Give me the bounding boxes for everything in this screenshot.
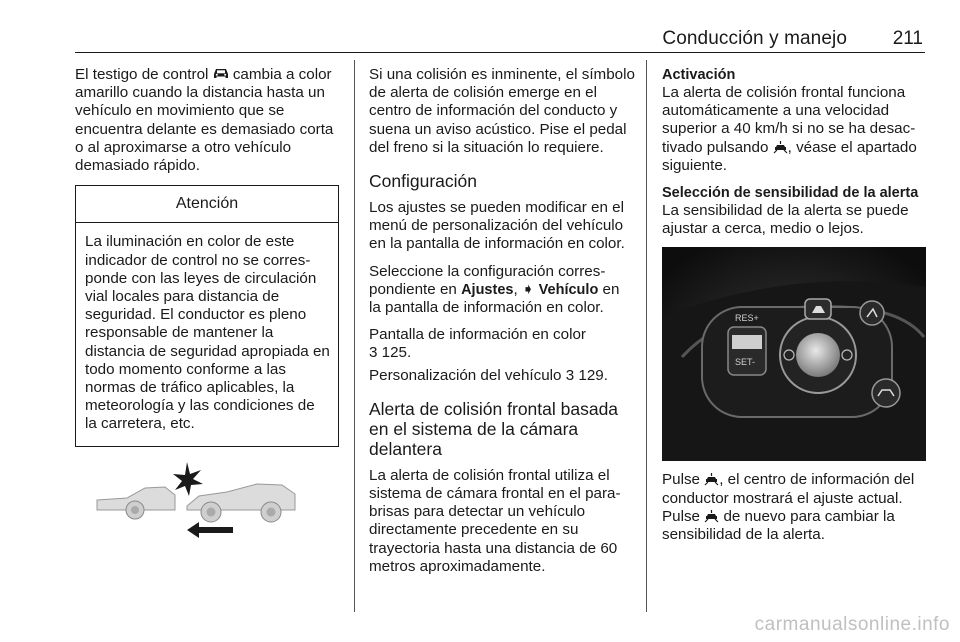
column-divider bbox=[354, 60, 355, 612]
set-label: SET- bbox=[735, 357, 756, 368]
chapter-title: Conducción y manejo bbox=[662, 28, 847, 49]
arrow-icon: ➧ bbox=[521, 280, 535, 298]
warning-title: Atención bbox=[76, 186, 338, 223]
info-display-reference: Pantalla de información en color 3 125. bbox=[369, 326, 586, 362]
camera-paragraph: La alerta de colisión frontal utiliza el sistema de cámara frontal en el para-brisas para detectar un vehículo directamente precedente en su trayectoria hasta una distancia de 60 metros aproximadamente. bbox=[369, 466, 621, 575]
car-front-icon bbox=[213, 68, 229, 80]
personalization-reference: Personalización del vehículo 3 129. bbox=[369, 366, 608, 384]
distance-car-icon bbox=[773, 141, 788, 154]
column-2 bbox=[369, 66, 635, 585]
steering-wheel-controls-photo bbox=[662, 247, 926, 461]
distance-car-icon bbox=[704, 510, 719, 523]
pulse-paragraph: Pulse , el centro de información del conductor mostrará el ajuste actual. Pulse de nuevo para cambiar la sensibilidad de la alerta. bbox=[662, 471, 915, 544]
intro-paragraph: El testigo de control cambia a color amarillo cuando la distancia hasta un vehículo en movimiento que se encuentra delante es demasiado corta o al aproximarse a otro vehículo demasiado rápido. bbox=[75, 66, 334, 175]
sensitivity-paragraph: La sensibilidad de la alerta se puede ajustar a cerca, medio o lejos. bbox=[662, 202, 909, 238]
res-label: RES+ bbox=[735, 313, 759, 324]
column-1 bbox=[75, 66, 341, 447]
settings-label: Ajustes bbox=[461, 281, 514, 298]
column-divider bbox=[646, 60, 647, 612]
settings-path-paragraph: Seleccione la configuración corres-pondiente en Ajustes, ➧ Vehículo en la pantalla de información en color. bbox=[369, 262, 620, 317]
camera-heading: Alerta de colisión frontal basada en el sistema de la cámara delantera bbox=[369, 398, 619, 459]
vehicle-label: Vehículo bbox=[534, 281, 599, 298]
activation-heading: Activación bbox=[662, 67, 736, 83]
page-number: 211 bbox=[892, 28, 923, 49]
config-paragraph: Los ajustes se pueden modificar en el menú de personalización del vehículo en la pantalla de información en color. bbox=[369, 199, 625, 253]
watermark: carmanualsonline.info bbox=[754, 614, 950, 635]
collision-illustration bbox=[87, 460, 297, 550]
collision-paragraph: Si una colisión es inminente, el símbolo de alerta de colisión emerge en el centro de información del conducto y suena un aviso acústico. Pise el pedal del freno si la situación lo requiere. bbox=[369, 66, 635, 156]
warning-body: La iluminación en color de este indicador de control no se corres-ponde con las leyes de circulación vial locales para distancia de seguridad. El conductor es pleno responsable de mantener la distancia de seguridad apropiada en todo momento conforme a las normas de tráfico aplicables, la meteorología y las condiciones de la carretera, etc. bbox=[85, 233, 330, 433]
page-header bbox=[75, 26, 925, 54]
distance-car-icon bbox=[704, 473, 719, 486]
sensitivity-heading: Selección de sensibilidad de la alerta bbox=[662, 185, 919, 202]
column-3 bbox=[662, 66, 928, 553]
header-rule bbox=[75, 52, 925, 53]
warning-box bbox=[75, 185, 339, 446]
config-heading: Configuración bbox=[369, 171, 477, 192]
activation-paragraph: La alerta de colisión frontal funciona automáticamente a una velocidad superior a 40 km/h si no se ha desac-tivado pulsando , véase el apartado siguiente. bbox=[662, 84, 917, 174]
